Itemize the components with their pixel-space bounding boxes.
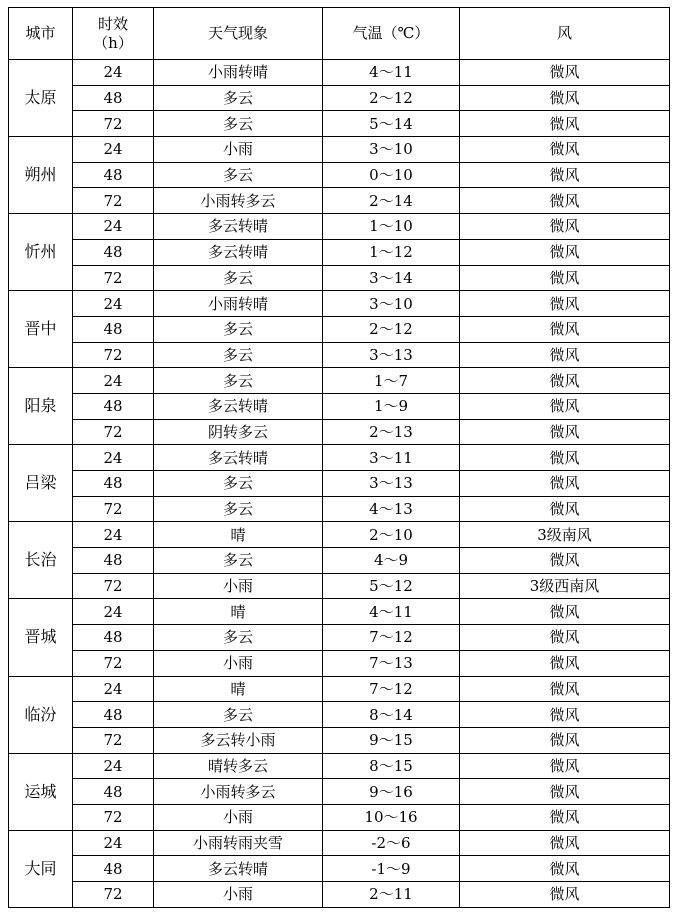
hours-cell: 72 [73,650,154,676]
wind-cell: 微风 [460,316,670,342]
hours-cell: 24 [73,445,154,471]
table-row [9,342,670,368]
wind-cell: 微风 [460,60,670,86]
table-row [9,111,670,137]
hours-cell: 48 [73,471,154,497]
table-row [9,882,670,908]
wind-cell: 微风 [460,111,670,137]
temperature-cell: 5～14 [323,111,460,137]
weather-cell: 小雨转多云 [154,779,323,805]
weather-cell: 晴 [154,599,323,625]
temperature-cell: 1～9 [323,393,460,419]
header-temperature: 气温（℃） [323,8,460,60]
temperature-cell: -2～6 [323,830,460,856]
hours-cell: 24 [73,368,154,394]
table-row [9,522,670,548]
temperature-cell: 7～13 [323,650,460,676]
wind-cell: 3级南风 [460,522,670,548]
weather-cell: 多云 [154,342,323,368]
city-name-cell: 吕梁 [9,445,73,522]
temperature-cell: 8～15 [323,753,460,779]
wind-cell: 微风 [460,239,670,265]
table-row [9,804,670,830]
hours-cell: 24 [73,830,154,856]
weather-cell: 多云转小雨 [154,727,323,753]
table-row [9,753,670,779]
temperature-cell: 1～10 [323,214,460,240]
weather-cell: 多云 [154,548,323,574]
hours-cell: 48 [73,85,154,111]
weather-cell: 多云转晴 [154,856,323,882]
hours-cell: 72 [73,573,154,599]
temperature-cell: 3～14 [323,265,460,291]
hours-cell: 48 [73,856,154,882]
forecast-body [9,60,670,908]
wind-cell: 3级西南风 [460,573,670,599]
hours-cell: 72 [73,342,154,368]
city-name-cell: 朔州 [9,137,73,214]
temperature-cell: 0～10 [323,162,460,188]
hours-cell: 72 [73,882,154,908]
weather-cell: 小雨转多云 [154,188,323,214]
temperature-cell: 2～12 [323,316,460,342]
table-row [9,188,670,214]
wind-cell: 微风 [460,188,670,214]
wind-cell: 微风 [460,599,670,625]
city-name-cell: 长治 [9,522,73,599]
hours-cell: 72 [73,188,154,214]
hours-cell: 24 [73,137,154,163]
weather-cell: 多云 [154,316,323,342]
table-row [9,419,670,445]
wind-cell: 微风 [460,419,670,445]
temperature-cell: 4～11 [323,60,460,86]
hours-cell: 24 [73,599,154,625]
hours-cell: 72 [73,727,154,753]
weather-cell: 晴 [154,676,323,702]
table-row [9,702,670,728]
hours-cell: 48 [73,162,154,188]
temperature-cell: 3～10 [323,291,460,317]
temperature-cell: 3～13 [323,471,460,497]
table-row [9,291,670,317]
weather-cell: 多云 [154,625,323,651]
temperature-cell: 3～11 [323,445,460,471]
hours-cell: 48 [73,625,154,651]
header-wind: 风 [460,8,670,60]
hours-cell: 48 [73,548,154,574]
table-row [9,548,670,574]
weather-cell: 多云转晴 [154,239,323,265]
forecast-table [8,7,670,908]
temperature-cell: 8～14 [323,702,460,728]
wind-cell: 微风 [460,702,670,728]
wind-cell: 微风 [460,856,670,882]
hours-cell: 48 [73,702,154,728]
hours-cell: 72 [73,496,154,522]
table-row [9,393,670,419]
hours-cell: 48 [73,779,154,805]
table-row [9,214,670,240]
temperature-cell: -1～9 [323,856,460,882]
city-name-cell: 晋城 [9,599,73,676]
wind-cell: 微风 [460,625,670,651]
hours-cell: 72 [73,265,154,291]
table-row [9,625,670,651]
table-row [9,779,670,805]
table-row [9,316,670,342]
wind-cell: 微风 [460,368,670,394]
temperature-cell: 10～16 [323,804,460,830]
table-row [9,60,670,86]
weather-cell: 小雨转晴 [154,60,323,86]
weather-cell: 多云 [154,85,323,111]
hours-cell: 24 [73,753,154,779]
table-row [9,727,670,753]
table-row [9,856,670,882]
wind-cell: 微风 [460,804,670,830]
hours-cell: 24 [73,291,154,317]
temperature-cell: 3～13 [323,342,460,368]
weather-cell: 多云 [154,496,323,522]
temperature-cell: 2～10 [323,522,460,548]
wind-cell: 微风 [460,830,670,856]
wind-cell: 微风 [460,85,670,111]
table-row [9,162,670,188]
weather-cell: 多云 [154,265,323,291]
city-name-cell: 太原 [9,60,73,137]
weather-cell: 小雨 [154,882,323,908]
wind-cell: 微风 [460,882,670,908]
weather-cell: 小雨转晴 [154,291,323,317]
wind-cell: 微风 [460,676,670,702]
hours-cell: 24 [73,60,154,86]
city-name-cell: 运城 [9,753,73,830]
table-row [9,573,670,599]
temperature-cell: 9～15 [323,727,460,753]
hours-cell: 48 [73,316,154,342]
table-row [9,265,670,291]
city-name-cell: 晋中 [9,291,73,368]
city-name-cell: 大同 [9,830,73,907]
temperature-cell: 4～9 [323,548,460,574]
wind-cell: 微风 [460,727,670,753]
wind-cell: 微风 [460,471,670,497]
wind-cell: 微风 [460,342,670,368]
city-name-cell: 阳泉 [9,368,73,445]
wind-cell: 微风 [460,214,670,240]
weather-cell: 多云 [154,111,323,137]
table-row [9,471,670,497]
weather-cell: 多云转晴 [154,393,323,419]
hours-cell: 24 [73,676,154,702]
weather-cell: 多云 [154,702,323,728]
table-row [9,496,670,522]
wind-cell: 微风 [460,291,670,317]
weather-cell: 多云 [154,368,323,394]
temperature-cell: 2～13 [323,419,460,445]
weather-cell: 小雨转雨夹雪 [154,830,323,856]
weather-cell: 多云 [154,471,323,497]
wind-cell: 微风 [460,496,670,522]
temperature-cell: 2～14 [323,188,460,214]
wind-cell: 微风 [460,162,670,188]
weather-cell: 小雨 [154,804,323,830]
temperature-cell: 3～10 [323,137,460,163]
temperature-cell: 7～12 [323,625,460,651]
hours-cell: 24 [73,522,154,548]
hours-cell: 48 [73,239,154,265]
temperature-cell: 1～12 [323,239,460,265]
city-name-cell: 忻州 [9,214,73,291]
weather-cell: 多云 [154,162,323,188]
hours-cell: 24 [73,214,154,240]
wind-cell: 微风 [460,445,670,471]
header-row [9,8,670,60]
weather-cell: 多云转晴 [154,445,323,471]
weather-cell: 小雨 [154,573,323,599]
table-row [9,137,670,163]
wind-cell: 微风 [460,265,670,291]
table-row [9,239,670,265]
header-city: 城市 [9,8,73,60]
hours-cell: 72 [73,111,154,137]
wind-cell: 微风 [460,548,670,574]
weather-cell: 阴转多云 [154,419,323,445]
wind-cell: 微风 [460,650,670,676]
weather-cell: 小雨 [154,650,323,676]
header-hours: 时效 （h） [73,8,154,60]
hours-cell: 48 [73,393,154,419]
hours-cell: 72 [73,419,154,445]
temperature-cell: 7～12 [323,676,460,702]
table-row [9,368,670,394]
city-name-cell: 临汾 [9,676,73,753]
weather-cell: 小雨 [154,137,323,163]
temperature-cell: 5～12 [323,573,460,599]
temperature-cell: 2～11 [323,882,460,908]
temperature-cell: 9～16 [323,779,460,805]
temperature-cell: 1～7 [323,368,460,394]
temperature-cell: 4～13 [323,496,460,522]
header-weather: 天气现象 [154,8,323,60]
table-row [9,650,670,676]
table-row [9,85,670,111]
hours-cell: 72 [73,804,154,830]
weather-cell: 多云转晴 [154,214,323,240]
weather-cell: 晴转多云 [154,753,323,779]
temperature-cell: 2～12 [323,85,460,111]
table-row [9,599,670,625]
wind-cell: 微风 [460,137,670,163]
wind-cell: 微风 [460,779,670,805]
temperature-cell: 4～11 [323,599,460,625]
weather-cell: 晴 [154,522,323,548]
wind-cell: 微风 [460,753,670,779]
table-row [9,445,670,471]
table-row [9,830,670,856]
table-row [9,676,670,702]
wind-cell: 微风 [460,393,670,419]
